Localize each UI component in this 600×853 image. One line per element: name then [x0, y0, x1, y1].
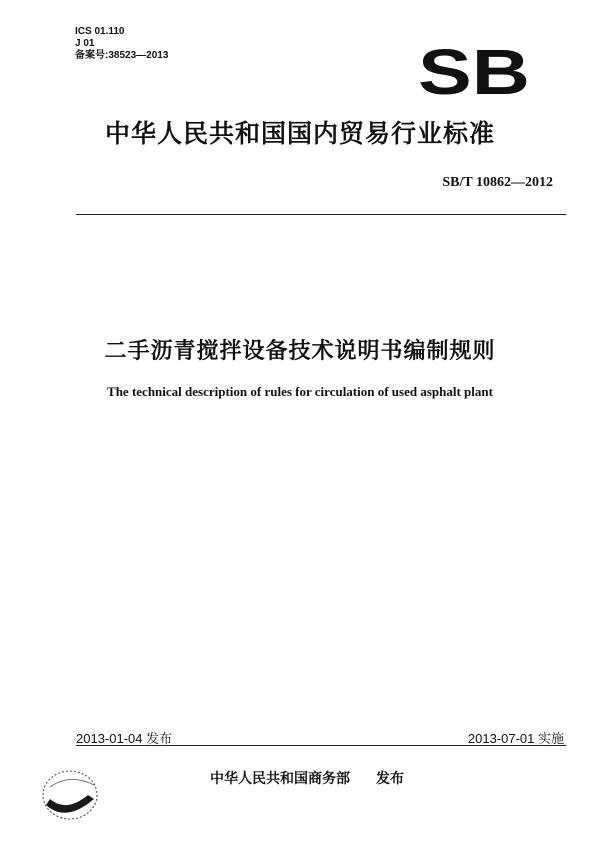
sb-logo-text: SB: [418, 44, 530, 96]
issuing-authority: [210, 768, 404, 788]
top-divider: [76, 214, 566, 215]
document-title-english: The technical description of rules for circulation of used asphalt plant: [107, 384, 493, 399]
circular-stamp: [36, 765, 116, 825]
ics-code: ICS 01.110: [75, 26, 125, 37]
issue-date: 2013-01-04 发布: [76, 731, 173, 746]
issuer-action: 发布: [376, 771, 404, 787]
document-title-chinese: 二手沥青搅拌设备技术说明书编制规则: [104, 339, 496, 364]
sb-logo: [416, 44, 532, 96]
bottom-divider: [76, 745, 566, 746]
header-metadata: [75, 26, 168, 62]
record-number: 备案号:38523—2013: [75, 50, 169, 61]
standard-body-title: 中华人民共和国国内贸易行业标准: [104, 119, 495, 148]
implementation-date: 2013-07-01 实施: [467, 731, 564, 746]
classification-code: J 01: [75, 38, 95, 49]
standard-number: SB/T 10862—2012: [442, 175, 553, 190]
issuer-name: 中华人民共和国商务部: [210, 771, 350, 787]
